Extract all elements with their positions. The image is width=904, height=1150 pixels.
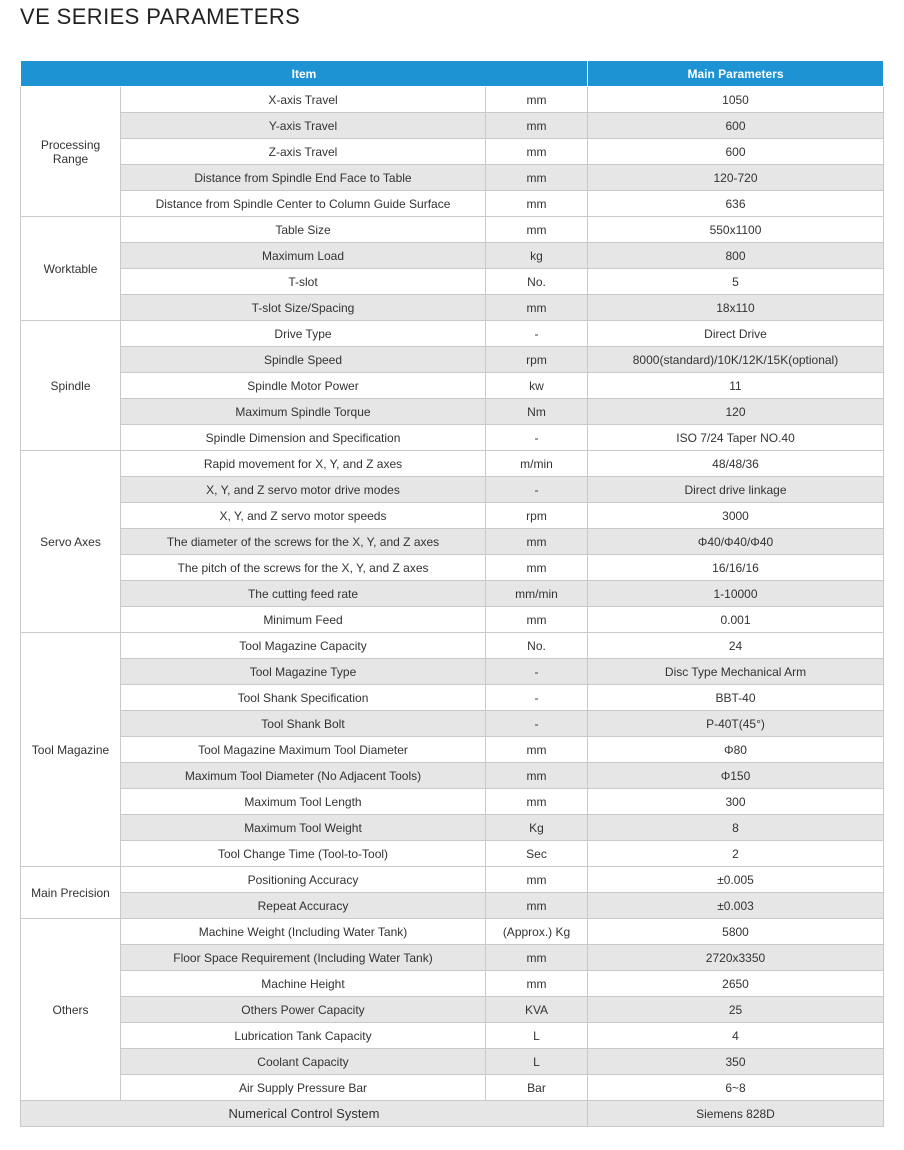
unit-cell: mm: [486, 763, 588, 789]
spec-table: [20, 60, 884, 1127]
value-cell: 600: [588, 139, 884, 165]
item-cell: Minimum Feed: [121, 607, 486, 633]
value-cell: Direct Drive: [588, 321, 884, 347]
value-cell: 1-10000: [588, 581, 884, 607]
unit-cell: mm: [486, 529, 588, 555]
unit-cell: L: [486, 1023, 588, 1049]
table-row: [21, 815, 884, 841]
unit-cell: -: [486, 321, 588, 347]
table-row: [21, 113, 884, 139]
item-cell: Repeat Accuracy: [121, 893, 486, 919]
item-cell: Tool Change Time (Tool-to-Tool): [121, 841, 486, 867]
table-row: [21, 633, 884, 659]
unit-cell: KVA: [486, 997, 588, 1023]
value-cell: Φ150: [588, 763, 884, 789]
item-cell: T-slot: [121, 269, 486, 295]
table-row: [21, 269, 884, 295]
item-cell: Machine Weight (Including Water Tank): [121, 919, 486, 945]
table-row: [21, 711, 884, 737]
table-row: [21, 243, 884, 269]
value-cell: 120-720: [588, 165, 884, 191]
table-row: [21, 347, 884, 373]
value-cell: 2720x3350: [588, 945, 884, 971]
value-cell: 2: [588, 841, 884, 867]
table-row: [21, 867, 884, 893]
table-row: [21, 477, 884, 503]
value-cell: 550x1100: [588, 217, 884, 243]
value-cell: 5: [588, 269, 884, 295]
unit-cell: Bar: [486, 1075, 588, 1101]
item-cell: Spindle Motor Power: [121, 373, 486, 399]
unit-cell: -: [486, 711, 588, 737]
unit-cell: Sec: [486, 841, 588, 867]
item-cell: Tool Magazine Maximum Tool Diameter: [121, 737, 486, 763]
unit-cell: No.: [486, 633, 588, 659]
unit-cell: m/min: [486, 451, 588, 477]
table-row: [21, 1075, 884, 1101]
item-cell: Machine Height: [121, 971, 486, 997]
table-row: [21, 191, 884, 217]
unit-cell: mm: [486, 165, 588, 191]
item-cell: Air Supply Pressure Bar: [121, 1075, 486, 1101]
item-cell: The cutting feed rate: [121, 581, 486, 607]
value-cell: 11: [588, 373, 884, 399]
table-row: [21, 399, 884, 425]
item-cell: Rapid movement for X, Y, and Z axes: [121, 451, 486, 477]
group-label: Spindle: [21, 321, 121, 451]
unit-cell: Kg: [486, 815, 588, 841]
value-cell: 800: [588, 243, 884, 269]
table-row: [21, 893, 884, 919]
item-cell: Maximum Tool Diameter (No Adjacent Tools): [121, 763, 486, 789]
table-row: [21, 555, 884, 581]
unit-cell: mm: [486, 87, 588, 113]
unit-cell: -: [486, 477, 588, 503]
unit-cell: mm: [486, 867, 588, 893]
table-header-row: [21, 61, 884, 87]
item-cell: Distance from Spindle Center to Column Guide Surface: [121, 191, 486, 217]
footer-value: Siemens 828D: [588, 1101, 884, 1127]
item-cell: Spindle Dimension and Specification: [121, 425, 486, 451]
unit-cell: Nm: [486, 399, 588, 425]
table-row: [21, 607, 884, 633]
unit-cell: mm: [486, 945, 588, 971]
item-cell: Table Size: [121, 217, 486, 243]
value-cell: Φ80: [588, 737, 884, 763]
item-cell: X, Y, and Z servo motor drive modes: [121, 477, 486, 503]
unit-cell: rpm: [486, 503, 588, 529]
table-row: [21, 737, 884, 763]
table-row: [21, 529, 884, 555]
item-cell: X-axis Travel: [121, 87, 486, 113]
value-cell: 8: [588, 815, 884, 841]
item-cell: Tool Magazine Type: [121, 659, 486, 685]
item-cell: Others Power Capacity: [121, 997, 486, 1023]
table-row: [21, 945, 884, 971]
value-cell: Direct drive linkage: [588, 477, 884, 503]
table-row: [21, 217, 884, 243]
group-label: Main Precision: [21, 867, 121, 919]
value-cell: 2650: [588, 971, 884, 997]
item-cell: Distance from Spindle End Face to Table: [121, 165, 486, 191]
item-cell: Spindle Speed: [121, 347, 486, 373]
table-row: [21, 451, 884, 477]
unit-cell: mm: [486, 295, 588, 321]
table-row: [21, 1049, 884, 1075]
unit-cell: rpm: [486, 347, 588, 373]
item-cell: Floor Space Requirement (Including Water Tank): [121, 945, 486, 971]
unit-cell: mm: [486, 971, 588, 997]
value-cell: P-40T(45°): [588, 711, 884, 737]
unit-cell: (Approx.) Kg: [486, 919, 588, 945]
value-cell: 350: [588, 1049, 884, 1075]
header-main-parameters: Main Parameters: [588, 61, 884, 87]
group-label: Worktable: [21, 217, 121, 321]
unit-cell: mm: [486, 139, 588, 165]
value-cell: Disc Type Mechanical Arm: [588, 659, 884, 685]
value-cell: 3000: [588, 503, 884, 529]
item-cell: Maximum Load: [121, 243, 486, 269]
item-cell: Z-axis Travel: [121, 139, 486, 165]
table-row: [21, 841, 884, 867]
group-label: Others: [21, 919, 121, 1101]
item-cell: Coolant Capacity: [121, 1049, 486, 1075]
unit-cell: No.: [486, 269, 588, 295]
header-item: Item: [21, 61, 588, 87]
table-row: [21, 659, 884, 685]
value-cell: 24: [588, 633, 884, 659]
unit-cell: kg: [486, 243, 588, 269]
page-title: VE SERIES PARAMETERS: [20, 4, 301, 29]
unit-cell: mm: [486, 607, 588, 633]
value-cell: 48/48/36: [588, 451, 884, 477]
spec-body: [21, 87, 884, 1101]
unit-cell: mm/min: [486, 581, 588, 607]
item-cell: Positioning Accuracy: [121, 867, 486, 893]
table-row: [21, 919, 884, 945]
item-cell: Drive Type: [121, 321, 486, 347]
table-row: [21, 997, 884, 1023]
item-cell: Tool Shank Specification: [121, 685, 486, 711]
table-row: [21, 321, 884, 347]
table-row: [21, 87, 884, 113]
value-cell: 16/16/16: [588, 555, 884, 581]
item-cell: Maximum Spindle Torque: [121, 399, 486, 425]
item-cell: The pitch of the screws for the X, Y, and Z axes: [121, 555, 486, 581]
table-row: [21, 789, 884, 815]
value-cell: 0.001: [588, 607, 884, 633]
value-cell: 5800: [588, 919, 884, 945]
table-row: [21, 503, 884, 529]
value-cell: 120: [588, 399, 884, 425]
value-cell: 1050: [588, 87, 884, 113]
item-cell: Maximum Tool Length: [121, 789, 486, 815]
item-cell: T-slot Size/Spacing: [121, 295, 486, 321]
group-label: Processing Range: [21, 87, 121, 217]
table-row: [21, 425, 884, 451]
item-cell: Y-axis Travel: [121, 113, 486, 139]
table-row: [21, 373, 884, 399]
value-cell: 300: [588, 789, 884, 815]
group-label: Tool Magazine: [21, 633, 121, 867]
unit-cell: mm: [486, 789, 588, 815]
value-cell: ±0.003: [588, 893, 884, 919]
item-cell: X, Y, and Z servo motor speeds: [121, 503, 486, 529]
value-cell: ISO 7/24 Taper NO.40: [588, 425, 884, 451]
value-cell: BBT-40: [588, 685, 884, 711]
table-row: [21, 1023, 884, 1049]
footer-row: [21, 1101, 884, 1127]
unit-cell: mm: [486, 217, 588, 243]
value-cell: 8000(standard)/10K/12K/15K(optional): [588, 347, 884, 373]
unit-cell: -: [486, 425, 588, 451]
unit-cell: mm: [486, 893, 588, 919]
footer-label: Numerical Control System: [21, 1101, 588, 1127]
table-row: [21, 971, 884, 997]
unit-cell: -: [486, 685, 588, 711]
item-cell: Maximum Tool Weight: [121, 815, 486, 841]
item-cell: Tool Shank Bolt: [121, 711, 486, 737]
item-cell: Tool Magazine Capacity: [121, 633, 486, 659]
table-row: [21, 295, 884, 321]
unit-cell: kw: [486, 373, 588, 399]
value-cell: 18x110: [588, 295, 884, 321]
group-label: Servo Axes: [21, 451, 121, 633]
value-cell: 600: [588, 113, 884, 139]
value-cell: 6~8: [588, 1075, 884, 1101]
unit-cell: mm: [486, 113, 588, 139]
value-cell: Φ40/Φ40/Φ40: [588, 529, 884, 555]
value-cell: 25: [588, 997, 884, 1023]
table-row: [21, 165, 884, 191]
table-row: [21, 763, 884, 789]
unit-cell: mm: [486, 737, 588, 763]
table-row: [21, 685, 884, 711]
unit-cell: -: [486, 659, 588, 685]
item-cell: Lubrication Tank Capacity: [121, 1023, 486, 1049]
value-cell: 4: [588, 1023, 884, 1049]
item-cell: The diameter of the screws for the X, Y, and Z axes: [121, 529, 486, 555]
table-row: [21, 581, 884, 607]
table-row: [21, 139, 884, 165]
value-cell: 636: [588, 191, 884, 217]
value-cell: ±0.005: [588, 867, 884, 893]
unit-cell: mm: [486, 191, 588, 217]
unit-cell: L: [486, 1049, 588, 1075]
unit-cell: mm: [486, 555, 588, 581]
